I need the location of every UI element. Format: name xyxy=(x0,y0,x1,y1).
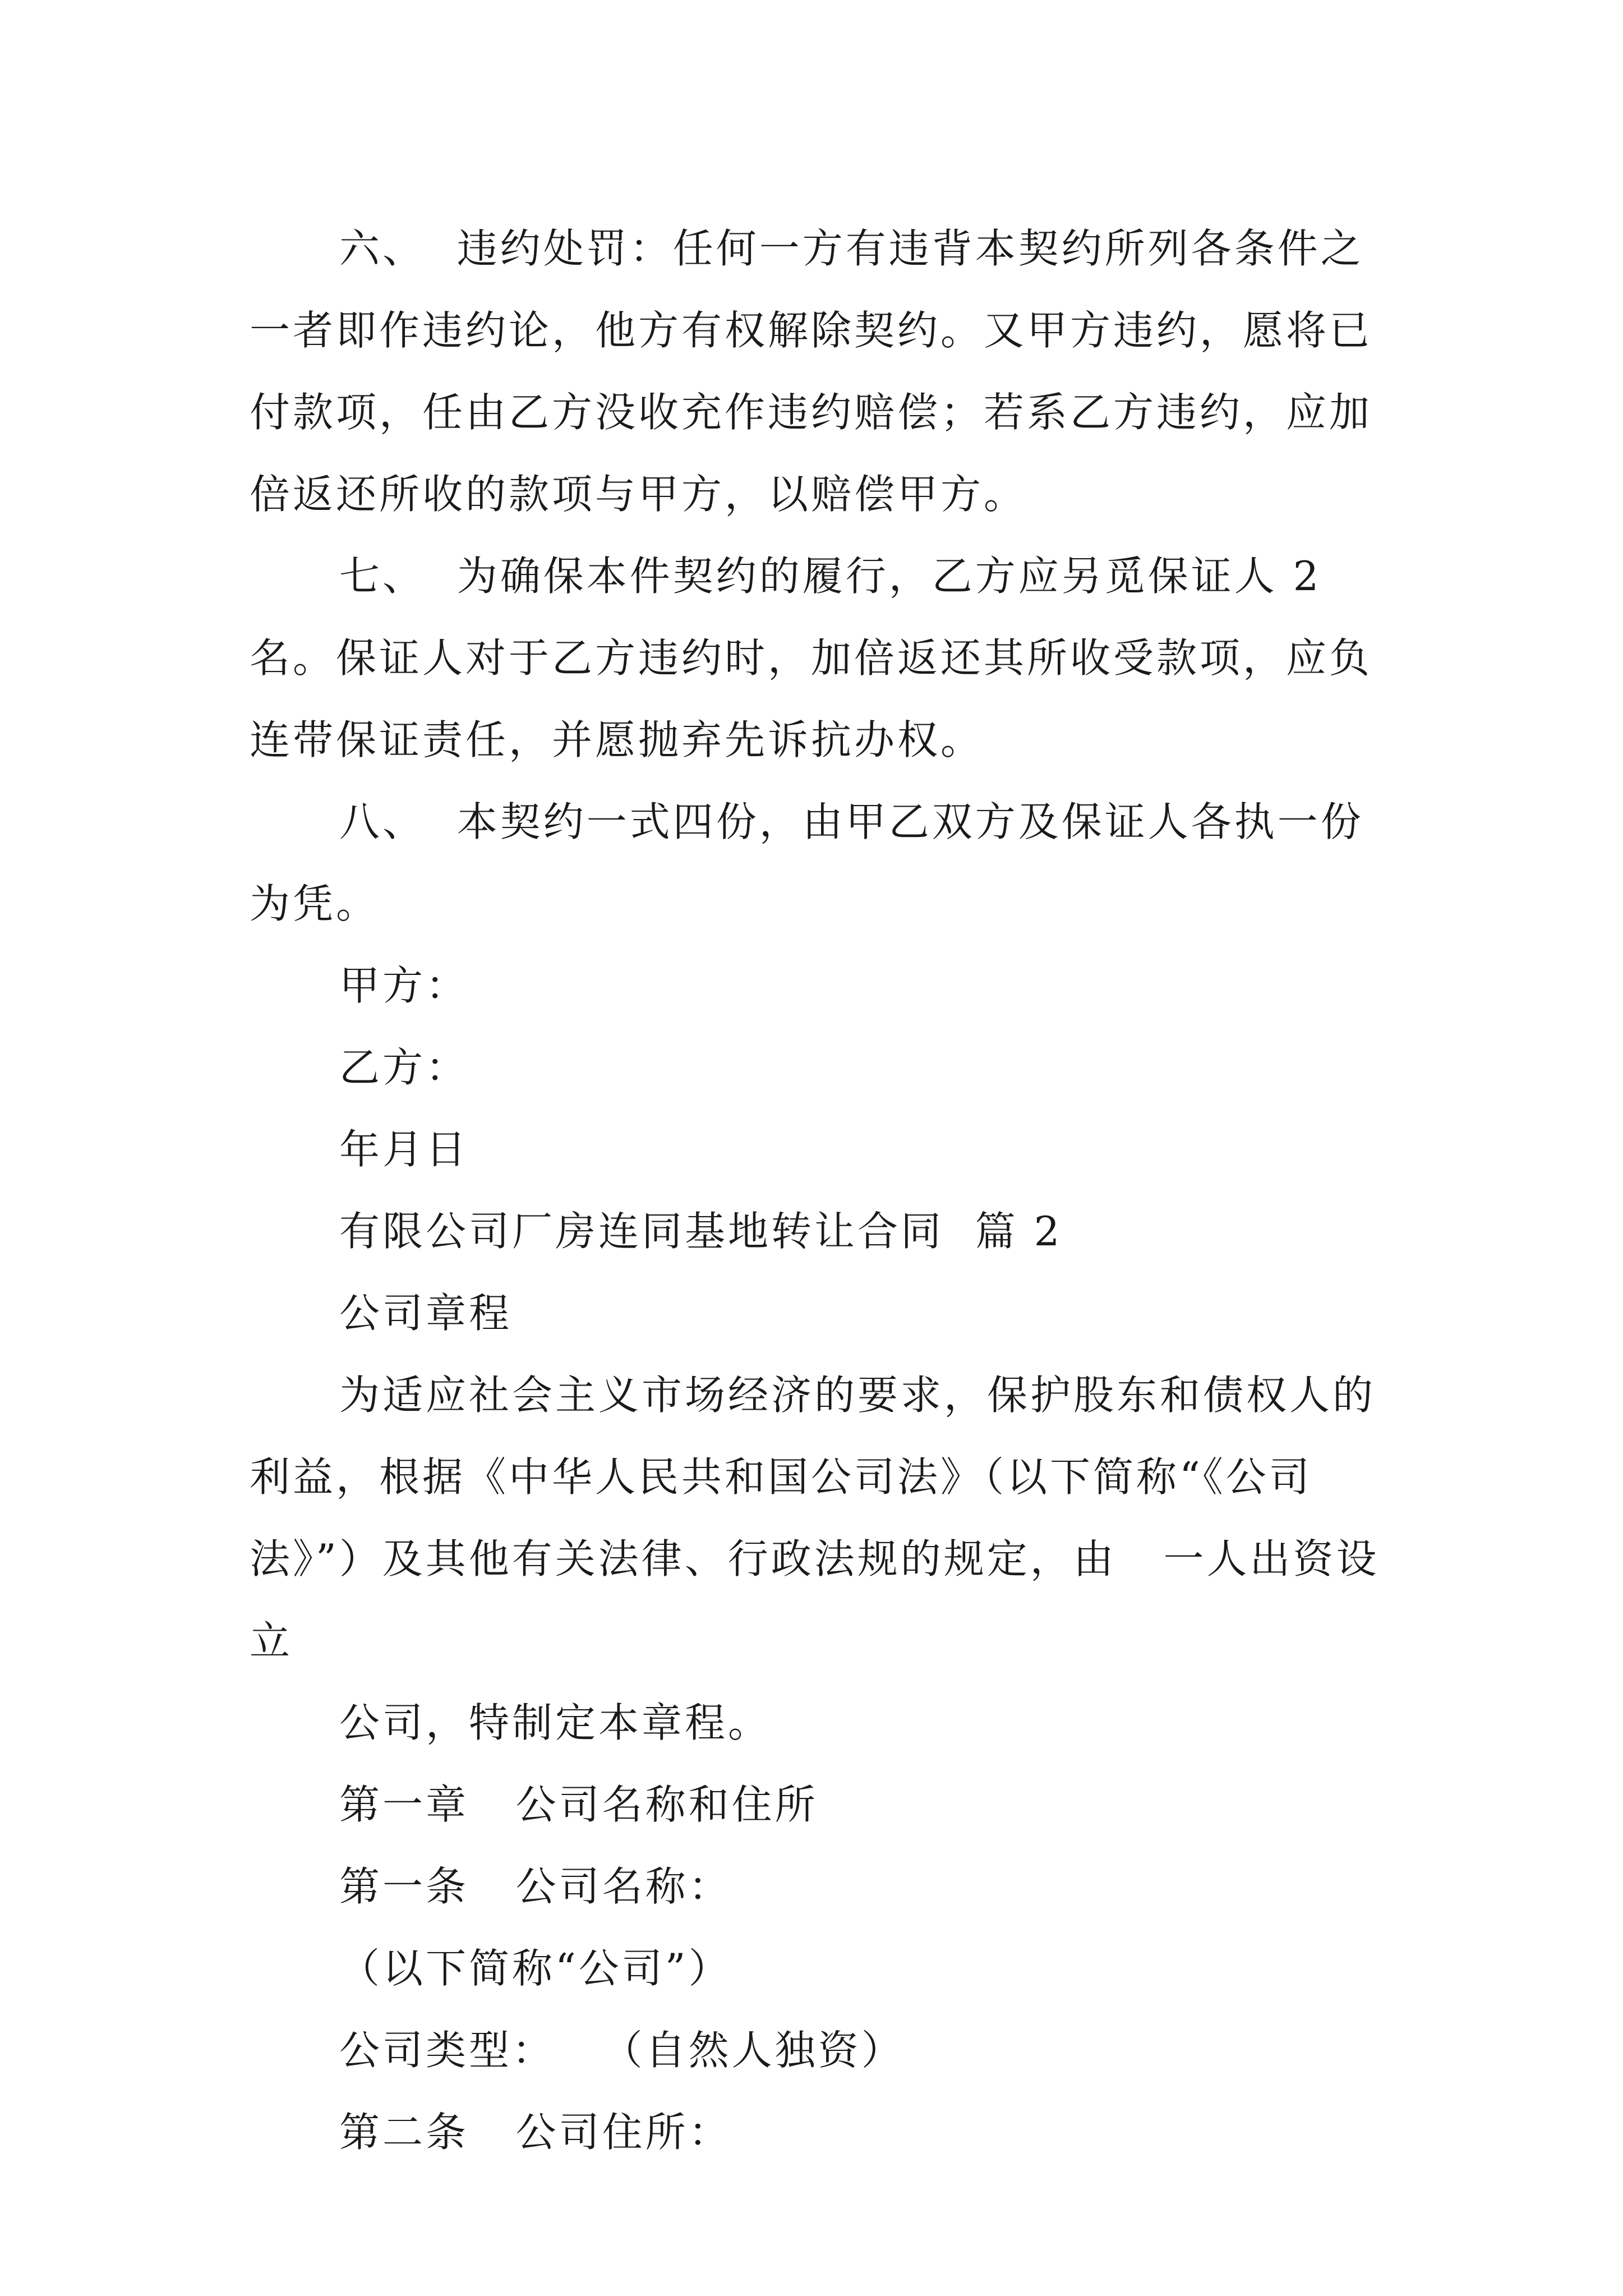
preamble-continuation: 公司，特制定本章程。 xyxy=(339,1699,772,1746)
clause-8-paragraph: 八、 本契约一式四份，由甲乙双方及保证人各执一份为凭。 xyxy=(250,798,1364,927)
clause-7-paragraph: 七、 为确保本件契约的履行，乙方应另觅保证人 2 名。保证人对于乙方违约时，加倍返还其所收受款项，应负连带保证责任，并愿抛弃先诉抗办权。 xyxy=(250,553,1373,763)
charter-title: 公司章程 xyxy=(339,1290,513,1337)
article-1-company-name: 第一条 公司名称： xyxy=(339,1863,732,1910)
party-b-signature-line: 乙方： xyxy=(339,1044,469,1091)
date-line: 年月日 xyxy=(339,1126,469,1173)
company-type-line: 公司类型： （自然人独资） xyxy=(339,2027,905,2074)
party-a-signature-line: 甲方： xyxy=(339,962,469,1009)
document-body xyxy=(250,208,1388,2173)
preamble-paragraph: 为适应社会主义市场经济的要求，保护股东和债权人的利益，根据《中华人民共和国公司法》（以下简称“《公司法》”）及其他有关法律、行政法规的规定，由 一人出资设立 xyxy=(250,1372,1380,1664)
clause-6-paragraph: 六、 违约处罚：任何一方有违背本契约所列各条件之一者即作违约论，他方有权解除契约。又甲方违约，愿将已付款项，任由乙方没收充作违约赔偿；若系乙方违约，应加倍返还所收的款项与甲方，以赔偿甲方。 xyxy=(250,225,1373,518)
article-1-note: （以下简称“公司”） xyxy=(339,1945,732,1992)
section-title: 有限公司厂房连同基地转让合同 篇 2 xyxy=(339,1208,1063,1255)
chapter-1-heading: 第一章 公司名称和住所 xyxy=(339,1781,818,1828)
article-2-company-address: 第二条 公司住所： xyxy=(339,2109,732,2156)
